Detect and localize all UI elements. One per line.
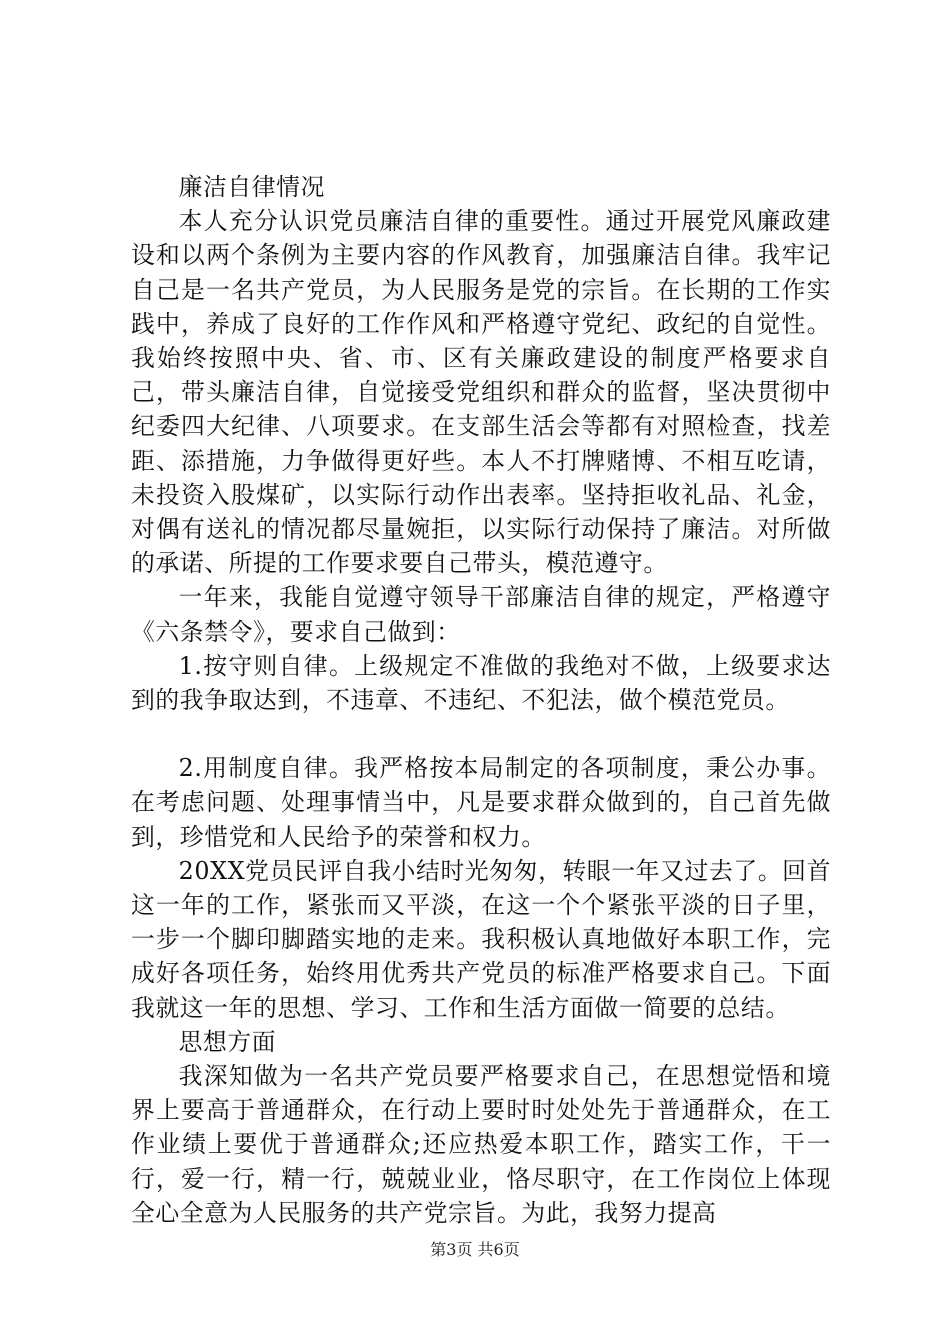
section-heading-thought: 思想方面 [178,1027,277,1056]
page-number-footer: 第3页 共6页 [430,1240,520,1259]
paragraph-year-review: 一年来，我能自觉遵守领导干部廉洁自律的规定，严格遵守《六条禁令》，要求自己做到： [131,583,831,646]
document-body [131,170,831,1230]
section-heading-integrity: 廉洁自律情况 [178,173,325,201]
paragraph-thought: 我深知做为一名共产党员要严格要求自己，在思想觉悟和境界上要高于普通群众，在行动上要时时处处先于普通群众，在工作业绩上要优于普通群众;还应热爱本职工作，踏实工作，干一行，爱一行，精一行，兢兢业业，恪尽职守，在工作岗位上体现全心全意为人民服务的共产党宗旨。为此，我努力提高 [131,1062,831,1227]
paragraph-rule-1: 1.按守则自律。上级规定不准做的我绝对不做，上级要求达到的我争取达到，不违章、不违纪、不犯法，做个模范党员。 [131,651,831,715]
paragraph-rule-2: 2.用制度自律。我严格按本局制定的各项制度，秉公办事。在考虑问题、处理事情当中，凡是要求群众做到的，自己首先做到，珍惜党和人民给予的荣誉和权力。 [131,754,831,851]
paragraph-integrity-overview: 本人充分认识党员廉洁自律的重要性。通过开展党风廉政建设和以两个条例为主要内容的作风教育，加强廉洁自律。我牢记自己是一名共产党员，为人民服务是党的宗旨。在长期的工作实践中，养成了良好的工作作风和严格遵守党纪、政纪的自觉性。我始终按照中央、省、市、区有关廉政建设的制度严格要求自己，带头廉洁自律，自觉接受党组织和群众的监督，坚决贯彻中纪委四大纪律、八项要求。在支部生活会等都有对照检查，找差距、添措施，力争做得更好些。本人不打牌赌博、不相互吃请，未投资入股煤矿，以实际行动作出表率。坚持拒收礼品、礼金，对偶有送礼的情况都尽量婉拒，以实际行动保持了廉洁。对所做的承诺、所提的工作要求要自己带头，模范遵守。 [131,207,831,578]
paragraph-self-summary: 20XX党员民评自我小结时光匆匆，转眼一年又过去了。回首这一年的工作，紧张而又平淡，在这一个个紧张平淡的日子里，一步一个脚印脚踏实地的走来。我积极认真地做好本职工作，完成好各项任务，始终用优秀共产党员的标准严格要求自己。下面我就这一年的思想、学习、工作和生活方面做一简要的总结。 [131,856,831,1022]
